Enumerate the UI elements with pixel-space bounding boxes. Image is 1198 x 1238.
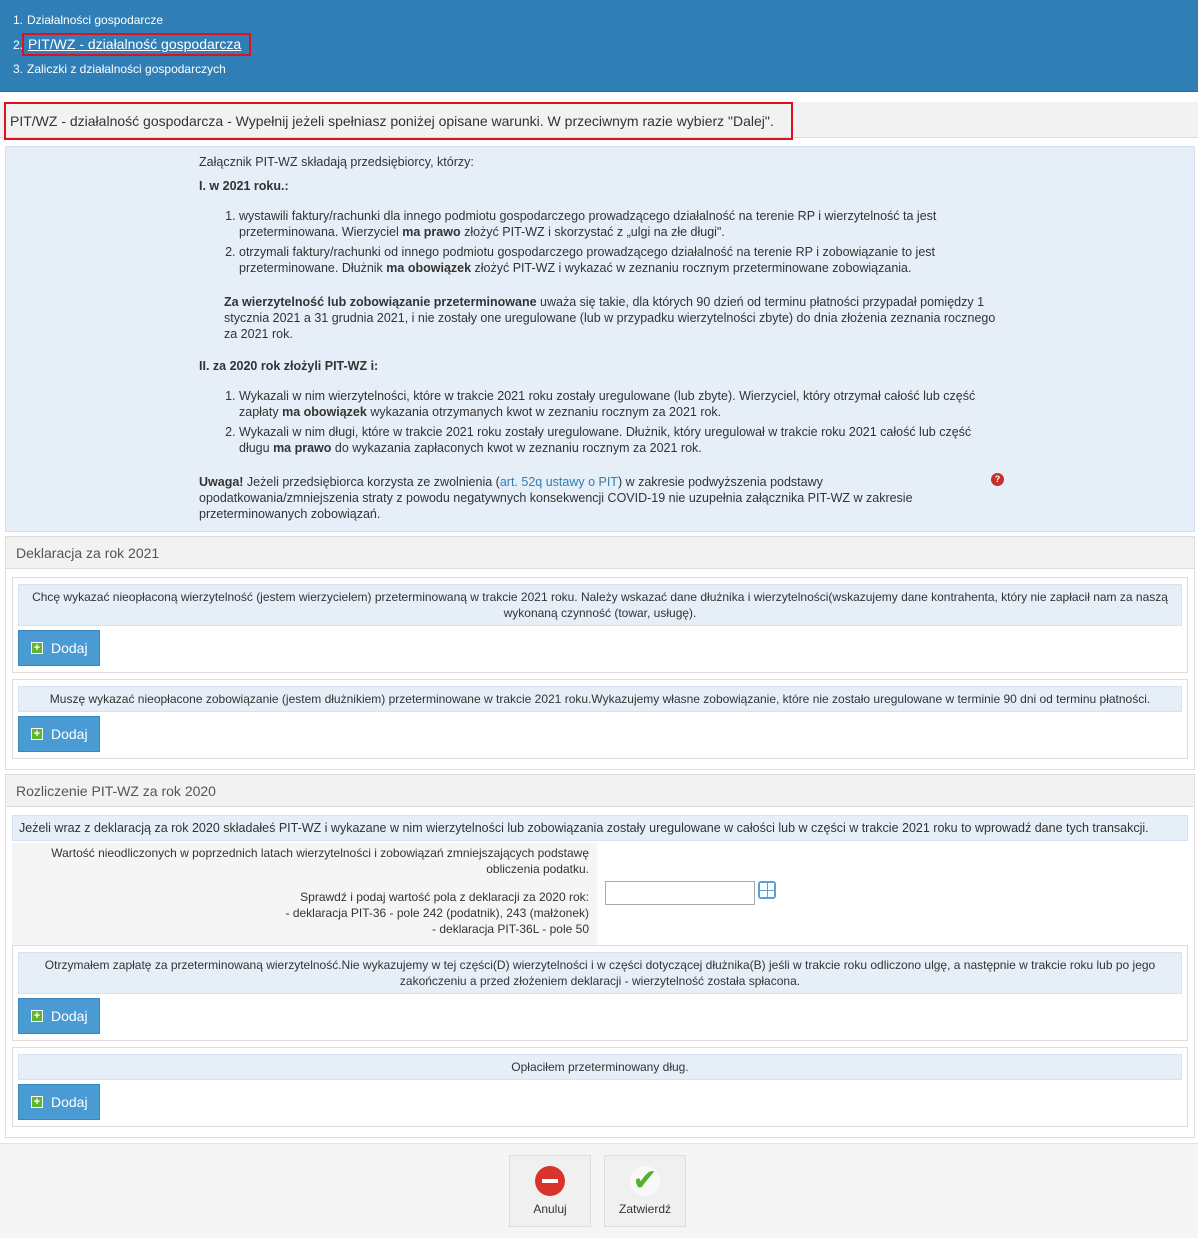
- button-label: Dodaj: [51, 1094, 88, 1110]
- info-item: 1. wystawili faktury/rachunki dla innego podmiotu gospodarczego prowadzącego działalność na terenie RP i wierzytelność ta jest przeterminowana. Wierzyciel ma prawo złożyć PIT-WZ i skorzystać z „ulgi na złe długi".: [239, 208, 999, 240]
- calculator-icon[interactable]: [758, 881, 776, 899]
- section-settlement-2020: [5, 774, 1195, 1138]
- step-1[interactable]: [13, 8, 1198, 32]
- add-receivable-button[interactable]: [18, 630, 100, 666]
- add-paid-debt-button[interactable]: [18, 1084, 100, 1120]
- card-paid-debt: [12, 1047, 1188, 1127]
- info-item: 2. Wykazali w nim długi, które w trakcie 2021 roku zostały uregulowane. Dłużnik, który uregulował w trakcie roku 2021 całość lub część długu ma prawo do wykazania zapłaconych kwot w zeznaniu rocznym za 2021 rok.: [239, 424, 999, 456]
- unused-value-input[interactable]: [605, 881, 755, 905]
- cancel-icon: [535, 1166, 565, 1196]
- info-warning: Uwaga! Jeżeli przedsiębiorca korzysta ze zwolnienia (art. 52q ustawy o PIT) w zakresie podwyższenia podstawy opodatkowania/zmniejszenia straty z powodu negatywnych konsekwencji COVID-19 nie uzupełnia załącznika PIT-WZ w zakresie przeterminowanych zobowiązań.: [199, 475, 913, 521]
- card-description: Chcę wykazać nieopłaconą wierzytelność (jestem wierzycielem) przeterminowaną w trakcie 2021 roku. Należy wskazać dane dłużnika i wierzytelności(wskazujemy dane kontrahenta, który nie zapłacił nam za naszą wykonaną czynność (towar, usługę).: [18, 584, 1182, 626]
- add-received-payment-button[interactable]: [18, 998, 100, 1034]
- page-title-bar: [0, 102, 1198, 138]
- current-step-highlight: [22, 33, 251, 56]
- checkmark-icon: ✔: [630, 1166, 660, 1196]
- info-note: Za wierzytelność lub zobowiązanie przeterminowane uważa się takie, dla których 90 dzień od terminu płatności przypadał pomiędzy 1 stycznia 2021 a 31 grudnia 2021, i nie zostały one uregulowane (lub w przypadku wierzytelności zbyte) do dnia złożenia zeznania rocznego za 2021 rok.: [224, 295, 996, 341]
- plus-icon: +: [31, 1096, 43, 1108]
- button-label: Dodaj: [51, 726, 88, 742]
- card-description: Otrzymałem zapłatę za przeterminowaną wierzytelność.Nie wykazujemy w tej części(D) wierzytelności i w części dotyczącej dłużnika(B) jeśli w trakcie roku odliczono ulgę, a następnie w trakcie roku lub po jego zakończeniu a przed złożeniem deklaracji - wierzytelność została spłacona.: [18, 952, 1182, 994]
- plus-icon: +: [31, 728, 43, 740]
- step-2-current[interactable]: [13, 32, 1198, 57]
- step-label[interactable]: Działalności gospodarcze: [27, 13, 164, 27]
- step-link[interactable]: PIT/WZ - działalność gospodarcza: [28, 36, 242, 52]
- button-label: Dodaj: [51, 640, 88, 656]
- step-number: 2.: [13, 37, 24, 52]
- info-heading-1: I. w 2021 roku.:: [199, 179, 289, 193]
- help-icon[interactable]: ?: [991, 473, 1004, 486]
- card-description: Opłaciłem przeterminowany dług.: [18, 1054, 1182, 1080]
- unused-value-row: [12, 843, 1188, 945]
- info-item: 2. otrzymali faktury/rachunki od innego podmiotu gospodarczego prowadzącego działalność na terenie RP i zobowiązanie to jest przeterminowane. Dłużnik ma obowiązek złożyć PIT-WZ i wykazać w zeznaniu rocznym przeterminowane zobowiązania.: [239, 244, 999, 276]
- info-lead: Załącznik PIT-WZ składają przedsiębiorcy, którzy:: [199, 155, 474, 169]
- plus-icon: +: [31, 1010, 43, 1022]
- card-receivable: [12, 577, 1188, 673]
- info-list-1: [199, 208, 999, 276]
- step-number: 3.: [13, 62, 24, 76]
- cancel-label: Anuluj: [533, 1202, 567, 1216]
- info-item: 1. Wykazali w nim wierzytelności, które w trakcie 2021 roku zostały uregulowane (lub zbyte). Wierzyciel, który otrzymał całość lub część zapłaty ma obowiązek wykazania otrzymanych kwot w zeznaniu rocznym za 2021 rok.: [239, 388, 999, 420]
- confirm-button[interactable]: [604, 1155, 686, 1227]
- page-title: PIT/WZ - działalność gospodarcza - Wypełnij jeżeli spełniasz poniżej opisane warunki. W przeciwnym razie wybierz "Dalej".: [4, 102, 793, 140]
- section-title: Deklaracja za rok 2021: [6, 537, 1194, 569]
- section-declaration-2021: [5, 536, 1195, 770]
- confirm-label: Zatwierdź: [618, 1202, 671, 1216]
- wizard-steps: [0, 0, 1198, 92]
- button-label: Dodaj: [51, 1008, 88, 1024]
- info-heading-2: II. za 2020 rok złożyli PIT-WZ i:: [199, 359, 379, 373]
- plus-icon: +: [31, 642, 43, 654]
- info-panel: [5, 146, 1195, 532]
- card-description: Muszę wykazać nieopłacone zobowiązanie (jestem dłużnikiem) przeterminowane w trakcie 2021 roku.Wykazujemy własne zobowiązanie, które nie zostało uregulowane w terminie 90 dni od terminu płatności.: [18, 686, 1182, 712]
- add-liability-button[interactable]: [18, 716, 100, 752]
- footer-bar: [0, 1143, 1198, 1238]
- law-article-link[interactable]: art. 52q ustawy o PIT: [499, 475, 618, 489]
- card-liability: [12, 679, 1188, 759]
- step-3[interactable]: [13, 57, 1198, 81]
- step-number: 1.: [13, 13, 24, 27]
- card-received-payment: [12, 945, 1188, 1041]
- unused-value-label: Wartość nieodliczonych w poprzednich latach wierzytelności i zobowiązań zmniejszających podstawę obliczenia podatku. Sprawdź i podaj wartość pola z deklaracji za 2020 rok: - deklaracja PIT-36 - pole 242 (podatnik), 243 (małżonek) - deklaracja PIT-36L - pole 50: [12, 843, 597, 945]
- cancel-button[interactable]: [509, 1155, 591, 1227]
- info-list-2: [199, 388, 999, 456]
- step-label[interactable]: Zaliczki z działalności gospodarczych: [27, 62, 226, 76]
- section-description: Jeżeli wraz z deklaracją za rok 2020 składałeś PIT-WZ i wykazane w nim wierzytelności lub zobowiązania zostały uregulowane w całości lub w części w trakcie 2021 roku to wprowadź dane tych transakcji.: [12, 815, 1188, 841]
- section-title: Rozliczenie PIT-WZ za rok 2020: [6, 775, 1194, 807]
